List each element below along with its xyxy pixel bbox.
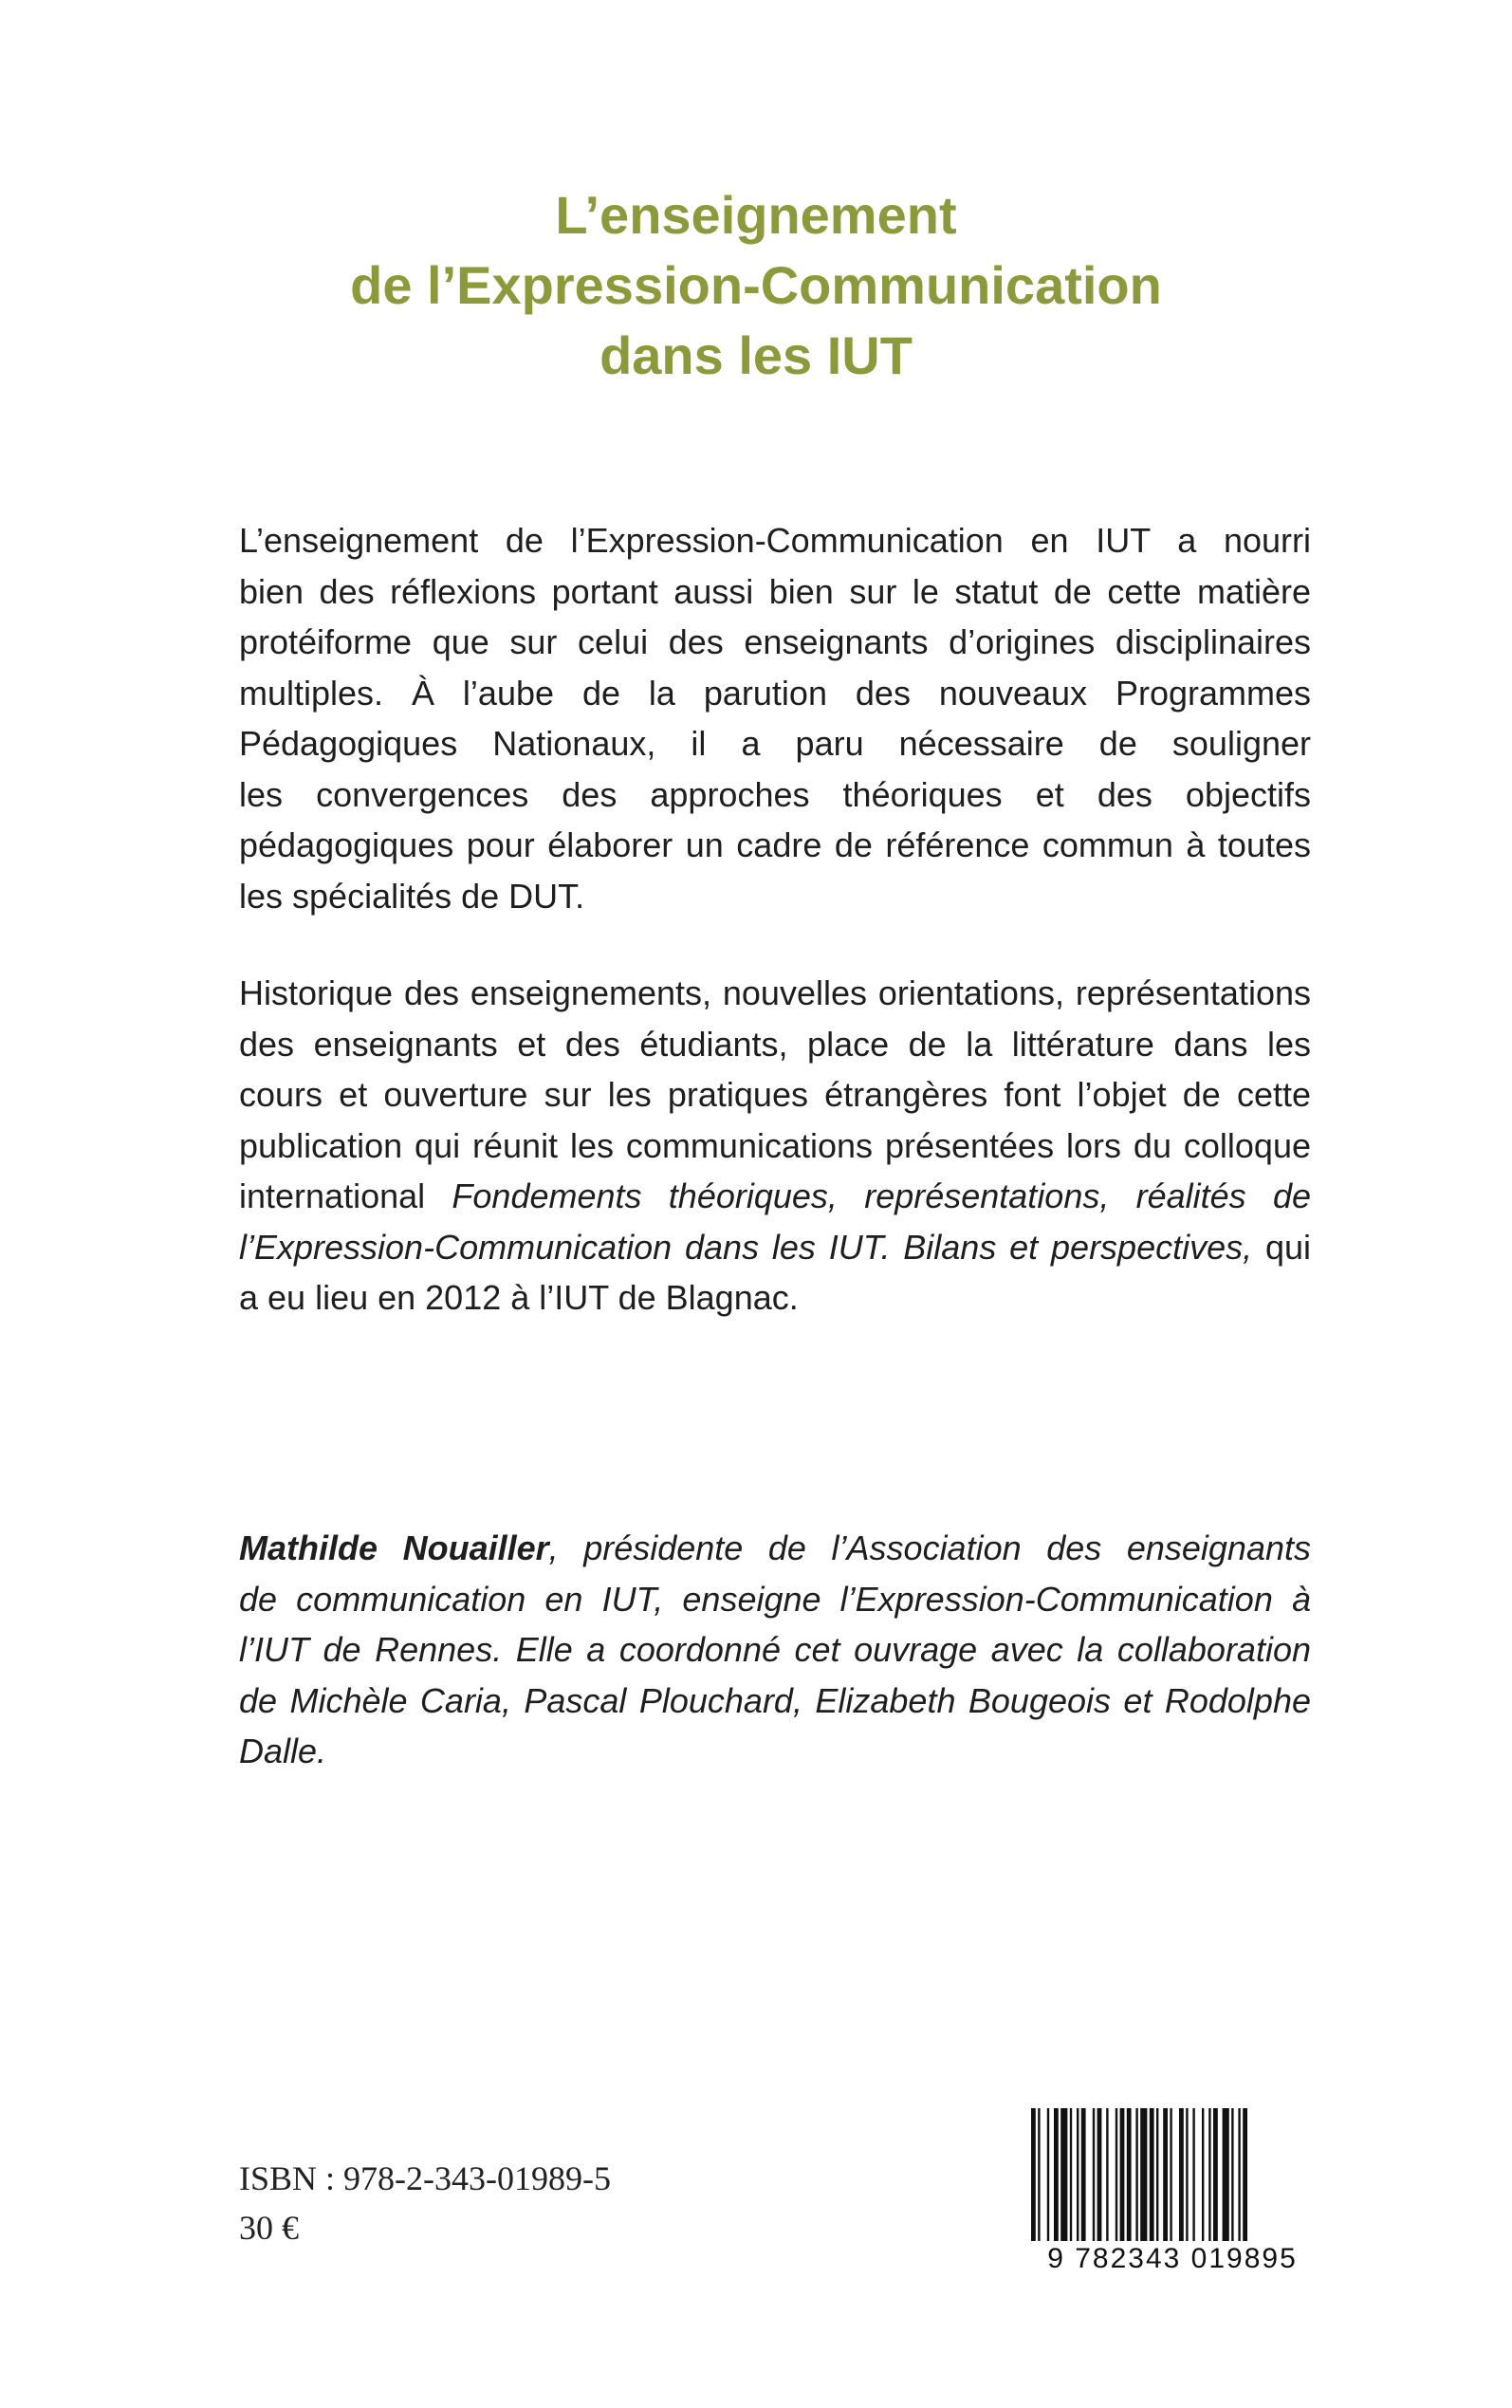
text-line: [239, 1171, 1311, 1222]
text-line: les convergences des approches théoriques et des objectifs: [239, 774, 1311, 814]
price: 30 €: [239, 2209, 299, 2247]
text-line: [239, 1523, 1311, 1574]
text-line: de communication en IUT, enseigne l’Expression-Communication à: [239, 1579, 1311, 1619]
text-line: a eu lieu en 2012 à l’IUT de Blagnac.: [239, 1278, 799, 1317]
text-line: [239, 1222, 1311, 1273]
title-line-1: L’enseignement: [555, 185, 957, 245]
text-line: Pédagogiques Nationaux, il a paru nécessaire de souligner: [239, 724, 1311, 763]
title-line-2: de l’Expression-Communication: [350, 255, 1162, 315]
text-plain: international: [239, 1176, 452, 1215]
text-line: multiples. À l’aube de la parution des nouveaux Programmes: [239, 673, 1311, 713]
book-meta: [239, 2154, 611, 2252]
barcode-digits: 9 782343 019895: [1047, 2243, 1298, 2274]
text-line: protéiforme que sur celui des enseignants d’origines disciplinaires: [239, 622, 1311, 661]
author-bio: [239, 1523, 1311, 1777]
text-line: l’IUT de Rennes. Elle a coordonné cet ouvrage avec la collaboration: [239, 1630, 1311, 1669]
text-plain: , présidente de l’Association des enseignants: [548, 1528, 1311, 1567]
text-line: les spécialités de DUT.: [239, 876, 585, 916]
summary-paragraph-1: [239, 515, 1311, 921]
barcode-icon: [1027, 2108, 1318, 2251]
text-line: pédagogiques pour élaborer un cadre de référence commun à toutes: [239, 825, 1311, 864]
text-line: Historique des enseignements, nouvelles orientations, représentations: [239, 973, 1311, 1012]
author-name: Mathilde Nouailler: [239, 1528, 549, 1567]
text-line: Dalle.: [239, 1732, 327, 1770]
text-line: L’enseignement de l’Expression-Communication en IUT a nourri: [239, 521, 1311, 560]
colloquium-title-cont: l’Expression-Communication dans les IUT. Bilans et perspectives,: [239, 1227, 1253, 1267]
text-line: des enseignants et des étudiants, place de la littérature dans les: [239, 1024, 1311, 1064]
title-line-3: dans les IUT: [599, 325, 913, 385]
isbn: ISBN : 978-2-343-01989-5: [239, 2159, 611, 2197]
text-line: publication qui réunit les communications présentées lors du colloque: [239, 1125, 1311, 1165]
book-title: [0, 180, 1512, 391]
text-line: bien des réflexions portant aussi bien sur le statut de cette matière: [239, 571, 1311, 611]
colloquium-title: Fondements théoriques, représentations, réalités de: [452, 1176, 1312, 1215]
summary-paragraph-2: [239, 968, 1311, 1324]
text-plain: qui: [1252, 1227, 1312, 1267]
text-line: de Michèle Caria, Pascal Plouchard, Elizabeth Bougeois et Rodolphe: [239, 1680, 1311, 1720]
text-line: cours et ouverture sur les pratiques étrangères font l’objet de cette: [239, 1075, 1311, 1114]
